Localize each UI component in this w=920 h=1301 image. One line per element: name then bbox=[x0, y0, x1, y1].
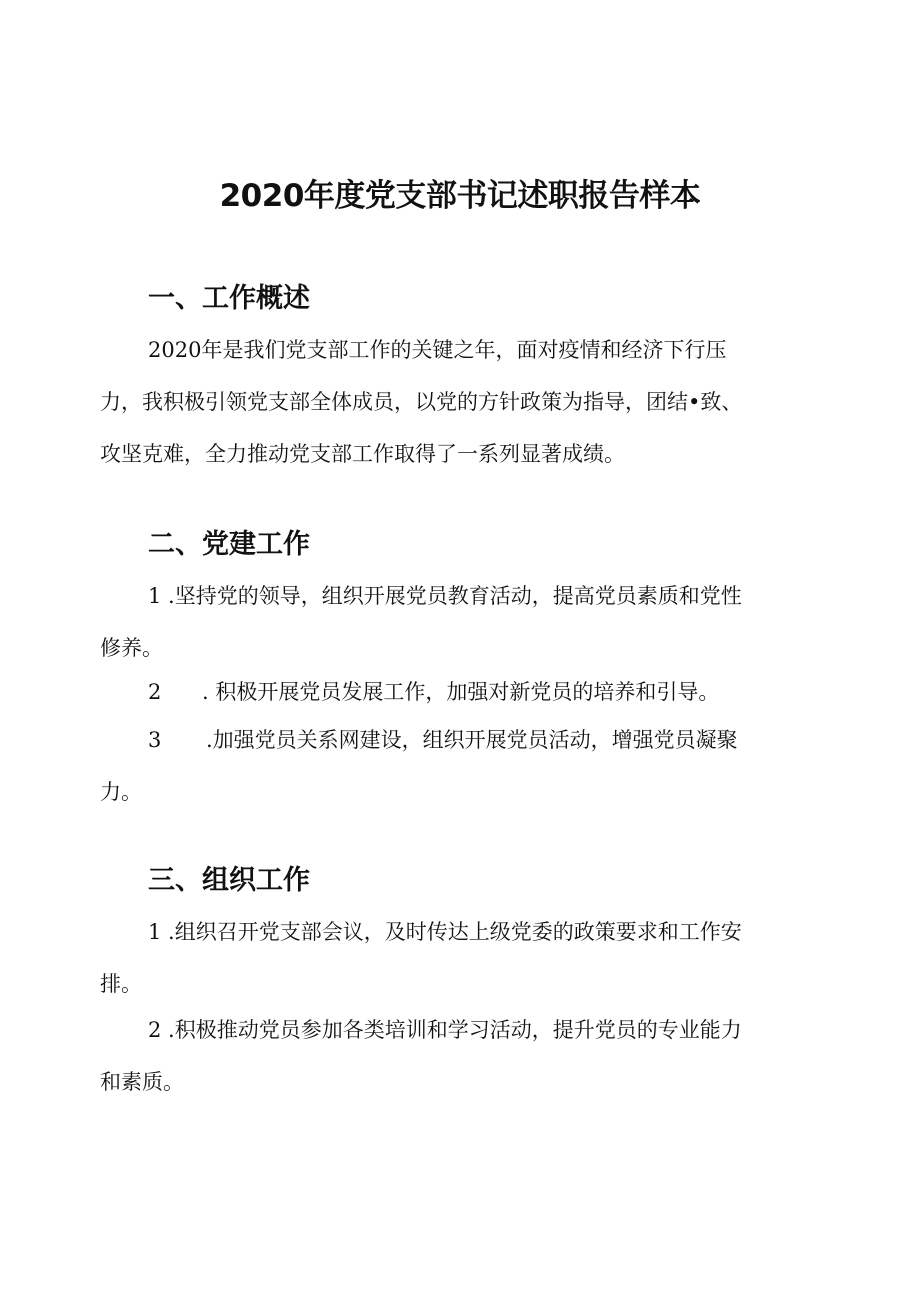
paragraph-line: 2 .积极推动党员参加各类培训和学习活动，提升党员的专业能力 bbox=[148, 1018, 742, 1042]
section-heading-overview: 一、工作概述 bbox=[148, 283, 310, 314]
section-heading-organization: 三、组织工作 bbox=[148, 865, 310, 896]
paragraph-overview bbox=[100, 324, 812, 480]
paragraph-line: 2020年是我们党支部工作的关键之年，面对疫情和经济下行压 bbox=[148, 338, 727, 362]
paragraph-party-building-1 bbox=[100, 570, 812, 674]
list-number: 3 bbox=[148, 728, 162, 752]
paragraph-party-building-2 bbox=[100, 666, 812, 718]
paragraph-line bbox=[100, 714, 812, 766]
paragraph-line: 攻坚克难，全力推动党支部工作取得了一系列显著成绩。 bbox=[100, 442, 625, 466]
paragraph-line: 力。 bbox=[100, 780, 142, 804]
paragraph-line: 修养。 bbox=[100, 636, 163, 660]
paragraph-line: 和素质。 bbox=[100, 1070, 184, 1094]
paragraph-line: 1 .组织召开党支部会议，及时传达上级党委的政策要求和工作安 bbox=[148, 920, 742, 944]
list-text: .加强党员关系网建设，组织开展党员活动，增强党员凝聚 bbox=[206, 728, 738, 752]
list-text: . 积极开展党员发展工作，加强对新党员的培养和引导。 bbox=[202, 680, 720, 704]
paragraph-line: 力，我积极引领党支部全体成员，以党的方针政策为指导，团结•致、 bbox=[100, 390, 743, 414]
paragraph-party-building-3 bbox=[100, 714, 812, 818]
paragraph-organization-2 bbox=[100, 1004, 812, 1108]
list-number: 2 bbox=[148, 680, 162, 704]
document-title: 2020年度党支部书记述职报告样本 bbox=[219, 178, 701, 214]
paragraph-line: 排。 bbox=[100, 972, 142, 996]
paragraph-line: 1 .坚持党的领导，组织开展党员教育活动，提高党员素质和党性 bbox=[148, 584, 742, 608]
paragraph-line bbox=[100, 666, 812, 718]
paragraph-organization-1 bbox=[100, 906, 812, 1010]
section-heading-party-building: 二、党建工作 bbox=[148, 529, 310, 560]
